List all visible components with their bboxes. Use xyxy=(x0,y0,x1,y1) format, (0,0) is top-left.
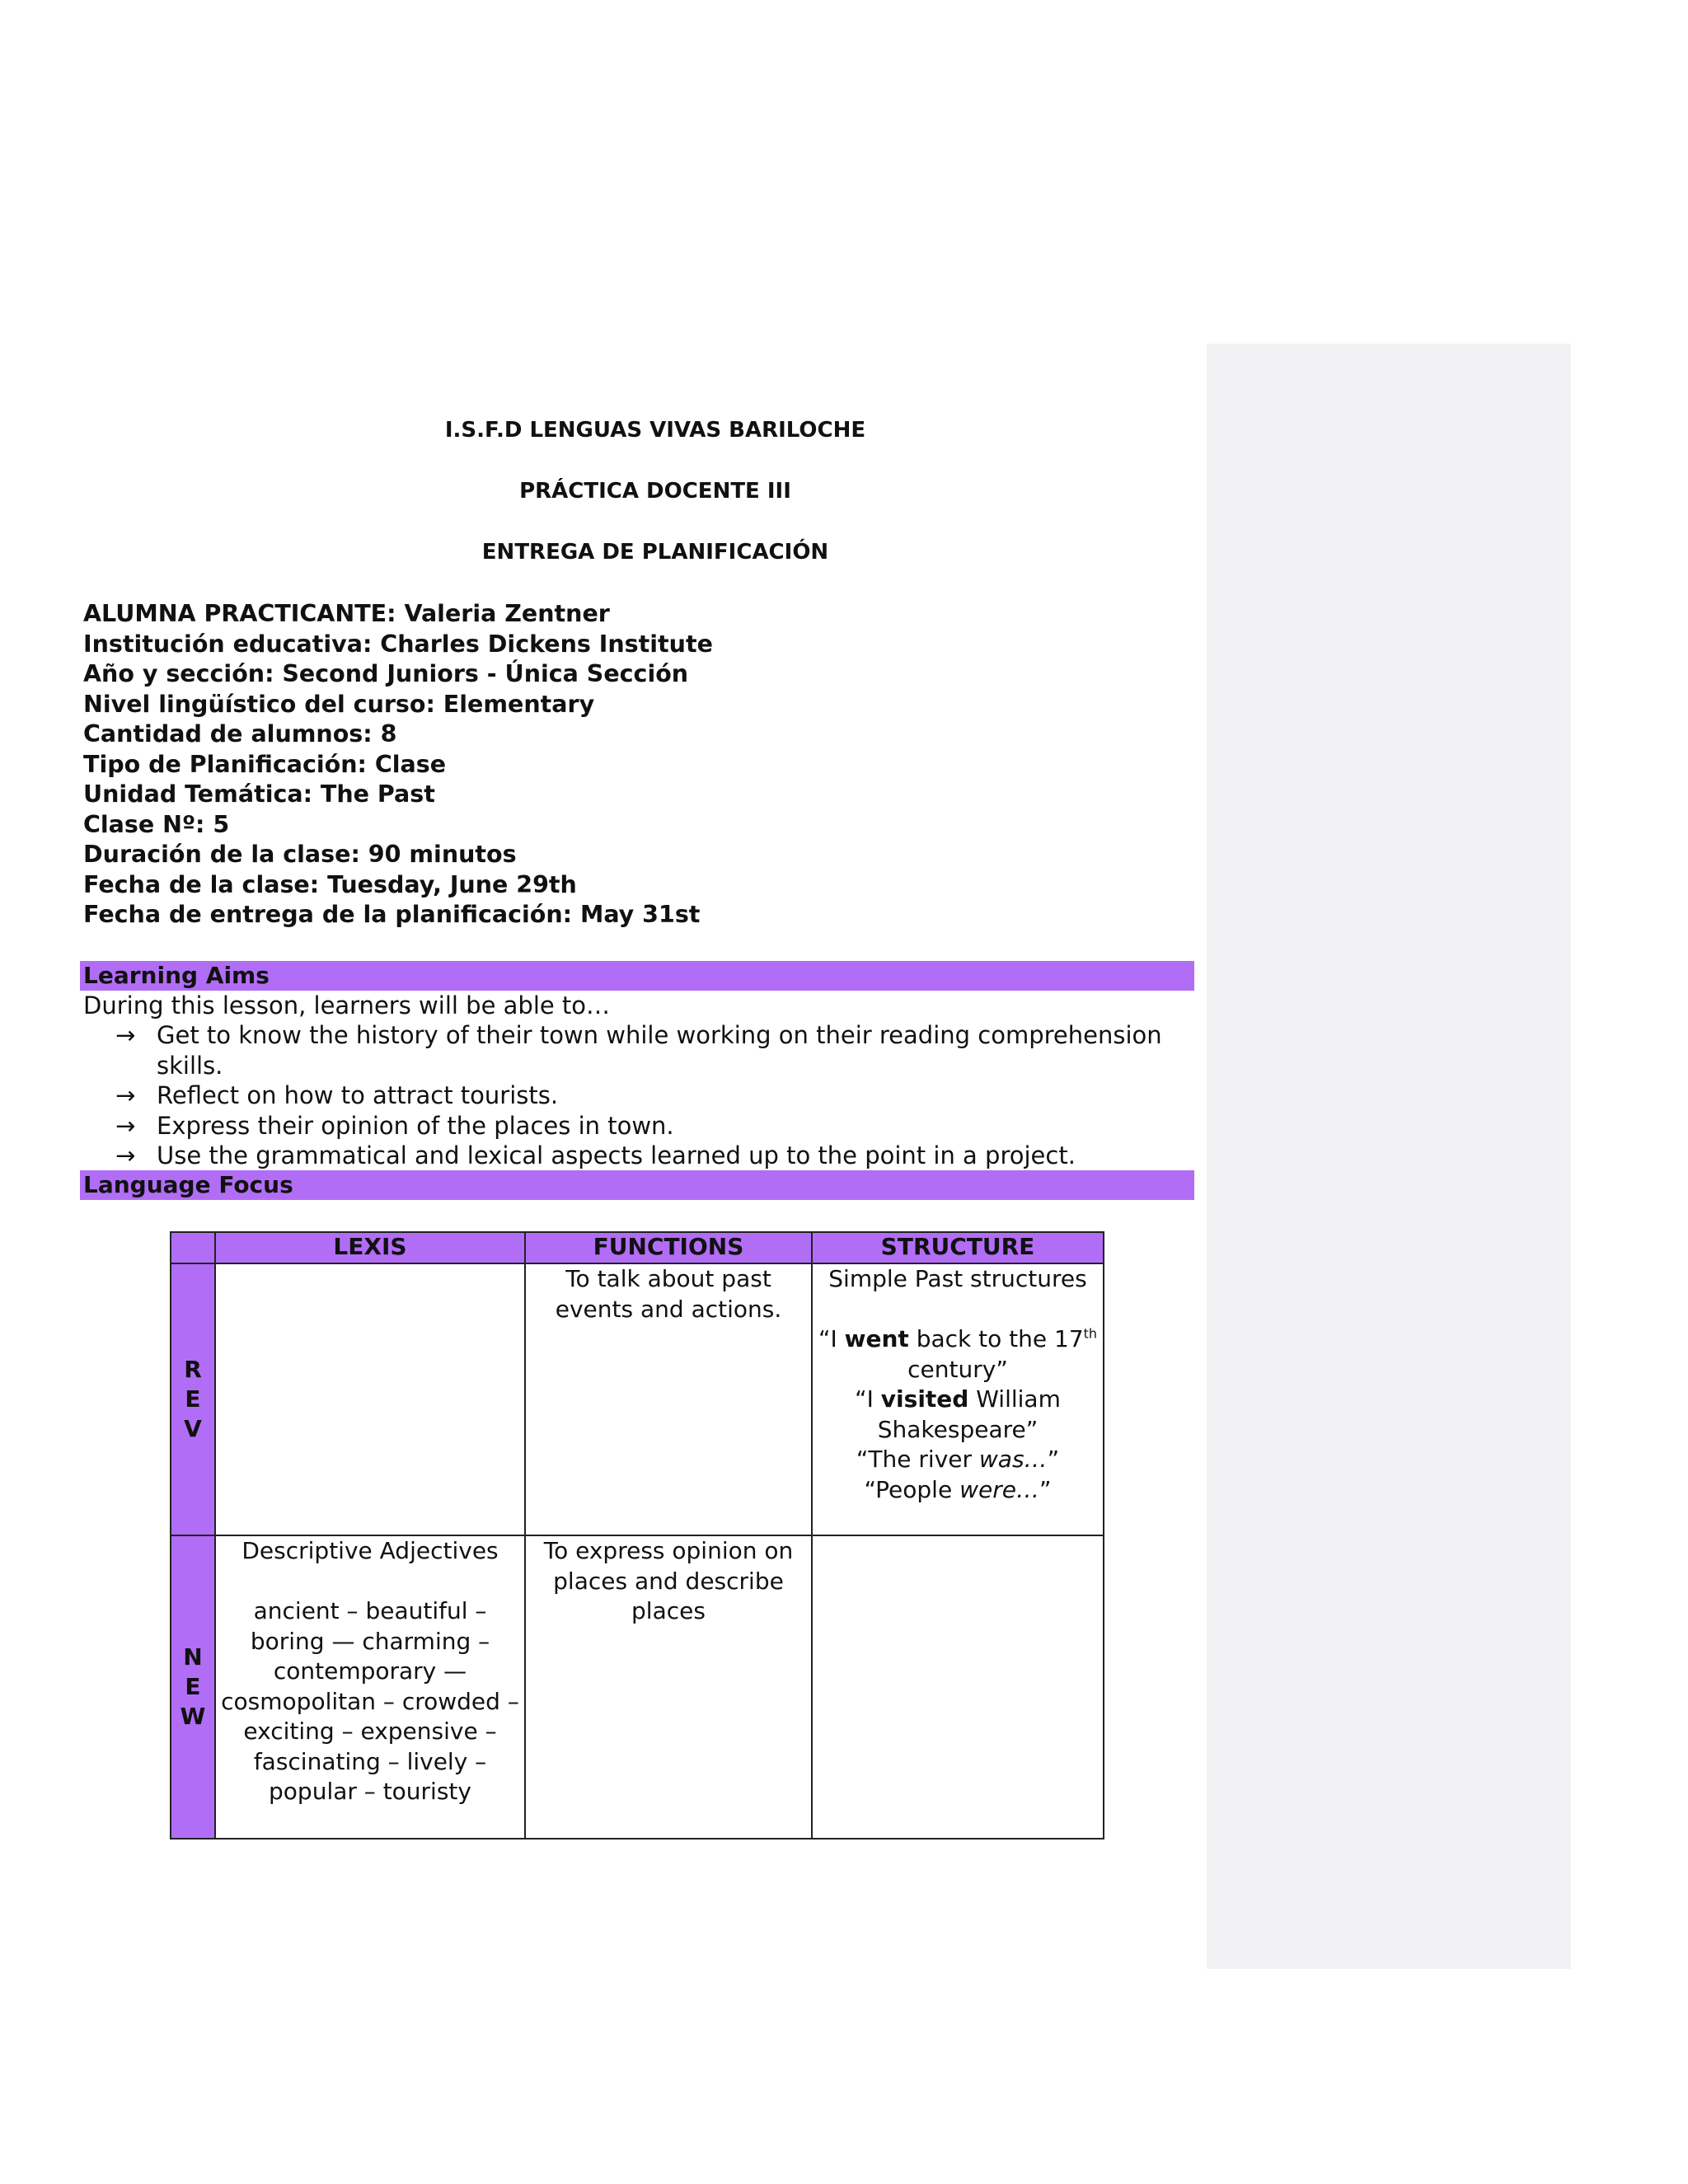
list-item: → Reflect on how to attract tourists. xyxy=(115,1081,559,1109)
detail-level: Nivel lingüístico del curso: Elementary xyxy=(83,690,595,718)
plan-details xyxy=(83,599,1188,930)
arrow-right-icon: → xyxy=(115,1141,136,1169)
new-structure-cell xyxy=(812,1535,1104,1839)
new-lexis-cell: Descriptive Adjectives ancient – beautiful – boring — charming – contemporary — cosmopolitan – crowded – exciting – expensive – fascinating – lively – popular – touristy xyxy=(215,1535,525,1839)
row-label-rev: R E V xyxy=(171,1263,215,1535)
column-header-structure: STRUCTURE xyxy=(812,1232,1104,1263)
course-title: PRÁCTICA DOCENTE III xyxy=(519,479,791,504)
list-item: → Get to know the history of their town while working on their reading comprehension skills. xyxy=(115,1021,1162,1080)
detail-student: ALUMNA PRACTICANTE: Valeria Zentner xyxy=(83,600,610,627)
detail-institution: Institución educativa: Charles Dickens Institute xyxy=(83,630,713,658)
language-focus-table xyxy=(170,1231,1104,1840)
table-header-row xyxy=(171,1232,1104,1263)
language-focus-heading: Language Focus xyxy=(80,1170,1194,1200)
learning-aims-heading: Learning Aims xyxy=(80,961,1194,991)
row-label-new: N E W xyxy=(171,1535,215,1839)
rev-lexis-cell xyxy=(215,1263,525,1535)
column-header-lexis: LEXIS xyxy=(215,1232,525,1263)
corner-cell xyxy=(171,1232,215,1263)
list-item: → Use the grammatical and lexical aspects learned up to the point in a project. xyxy=(115,1141,1076,1169)
document-title: ENTREGA DE PLANIFICACIÓN xyxy=(481,540,829,565)
arrow-right-icon: → xyxy=(115,1081,136,1109)
learning-aims-list xyxy=(115,1020,1187,1171)
detail-year-section: Año y sección: Second Juniors - Única Sección xyxy=(83,660,689,687)
detail-unit: Unidad Temática: The Past xyxy=(83,780,435,808)
table-row-rev xyxy=(171,1263,1104,1535)
table-row-new xyxy=(171,1535,1104,1839)
institute-title: I.S.F.D LENGUAS VIVAS BARILOCHE xyxy=(444,418,866,443)
arrow-right-icon: → xyxy=(115,1111,136,1140)
list-item: → Express their opinion of the places in town. xyxy=(115,1111,674,1140)
learning-aims-intro: During this lesson, learners will be able to… xyxy=(83,991,611,1019)
rev-functions-cell: To talk about past events and actions. xyxy=(525,1263,812,1535)
column-header-functions: FUNCTIONS xyxy=(525,1232,812,1263)
detail-plan-type: Tipo de Planificación: Clase xyxy=(83,750,447,778)
arrow-right-icon: → xyxy=(115,1021,136,1049)
new-functions-cell: To express opinion on places and describe places xyxy=(525,1535,812,1839)
detail-delivery-date: Fecha de entrega de la planificación: May 31st xyxy=(83,901,701,928)
detail-class-date: Fecha de la clase: Tuesday, June 29th xyxy=(83,870,577,898)
rev-structure-cell: Simple Past structures “I went back to the 17th century” “I visited William Shakespeare” “The river was…” “People were…” xyxy=(812,1263,1104,1535)
detail-students-count: Cantidad de alumnos: 8 xyxy=(83,720,397,748)
document-header xyxy=(0,416,1311,599)
detail-class-number: Clase Nº: 5 xyxy=(83,810,230,838)
detail-duration: Duración de la clase: 90 minutos xyxy=(83,841,517,868)
